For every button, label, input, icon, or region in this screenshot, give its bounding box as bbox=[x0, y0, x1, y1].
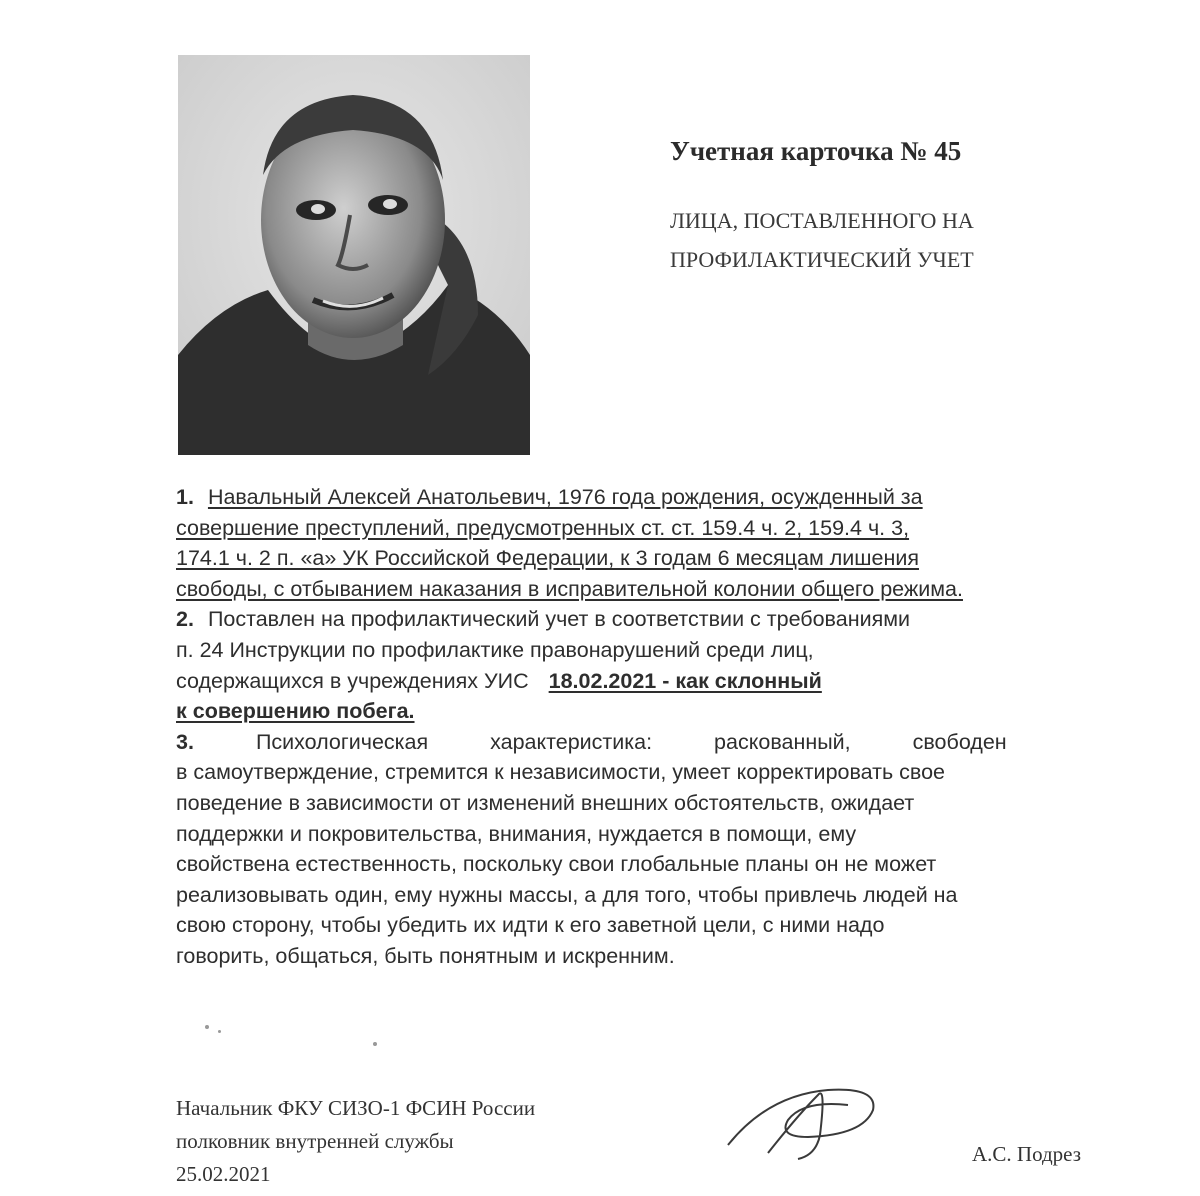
section-2-number: 2. bbox=[176, 607, 194, 632]
scan-speck bbox=[205, 1025, 209, 1029]
section-3-line: говорить, общаться, быть понятным и искренним. bbox=[176, 943, 675, 968]
card-subtitle bbox=[670, 201, 1110, 279]
section-2-highlight: 18.02.2021 - как склонный bbox=[548, 668, 822, 693]
document-date: 25.02.2021 bbox=[176, 1162, 271, 1186]
section-3-number: 3. bbox=[176, 729, 194, 754]
scan-speck bbox=[373, 1042, 377, 1046]
section-3-line bbox=[176, 727, 1129, 758]
section-3-line: в самоутверждение, стремится к независимости, умеет корректировать свое bbox=[176, 760, 946, 785]
section-1-text: Навальный Алексей Анатольевич, 1976 года рождения, осужденный за bbox=[207, 485, 923, 509]
portrait-photo bbox=[178, 55, 530, 455]
signature-block bbox=[176, 1092, 535, 1191]
section-3-line: свойствена естественность, поскольку свои глобальные планы он не может bbox=[176, 852, 937, 877]
handwritten-signature bbox=[708, 1075, 908, 1165]
section-2-line bbox=[176, 696, 1129, 727]
signer-name: А.С. Подрез bbox=[972, 1142, 1082, 1166]
section-1-line: 174.1 ч. 2 п. «а» УК Российской Федерации, к 3 годам 6 месяцам лишения bbox=[176, 546, 919, 571]
section-3-line: свою сторону, чтобы убедить их идти к его заветной цели, с ними надо bbox=[176, 913, 885, 938]
section-1-line: совершение преступлений, предусмотренных ст. ст. 159.4 ч. 2, 159.4 ч. 3, bbox=[176, 515, 910, 540]
section-1-line bbox=[176, 482, 1129, 513]
subtitle-line: ЛИЦА, ПОСТАВЛЕННОГО НА bbox=[670, 208, 974, 233]
section-2-line: п. 24 Инструкции по профилактике правонарушений среди лиц, bbox=[176, 637, 814, 662]
section-2-text: Поставлен на профилактический учет в соответствии с требованиями bbox=[207, 607, 911, 632]
section-2-line bbox=[176, 604, 1129, 635]
section-3-line: поддержки и покровительства, внимания, нуждается в помощи, ему bbox=[176, 821, 857, 846]
section-2-line bbox=[176, 666, 1129, 697]
card-title: Учетная карточка № 45 bbox=[670, 136, 962, 166]
card-body bbox=[176, 482, 1129, 972]
section-3-text: Психологическая характеристика: раскованный, свободен bbox=[255, 729, 1007, 754]
section-2-highlight: к совершению побега. bbox=[176, 699, 415, 724]
subtitle-line: ПРОФИЛАКТИЧЕСКИЙ УЧЕТ bbox=[670, 247, 974, 272]
portrait-illustration bbox=[178, 55, 530, 455]
official-position: Начальник ФКУ СИЗО-1 ФСИН России bbox=[176, 1096, 536, 1120]
section-2-text: содержащихся в учреждениях УИС bbox=[176, 668, 529, 693]
section-1-number: 1. bbox=[176, 485, 194, 509]
section-3-line: поведение в зависимости от изменений внешних обстоятельств, ожидает bbox=[176, 790, 915, 815]
official-rank: полковник внутренней службы bbox=[176, 1129, 454, 1153]
section-1-line: свободы, с отбыванием наказания в исправительной колонии общего режима. bbox=[176, 576, 963, 601]
section-3-line: реализовывать один, ему нужны массы, а для того, чтобы привлечь людей на bbox=[176, 882, 958, 907]
scan-speck bbox=[218, 1030, 221, 1033]
